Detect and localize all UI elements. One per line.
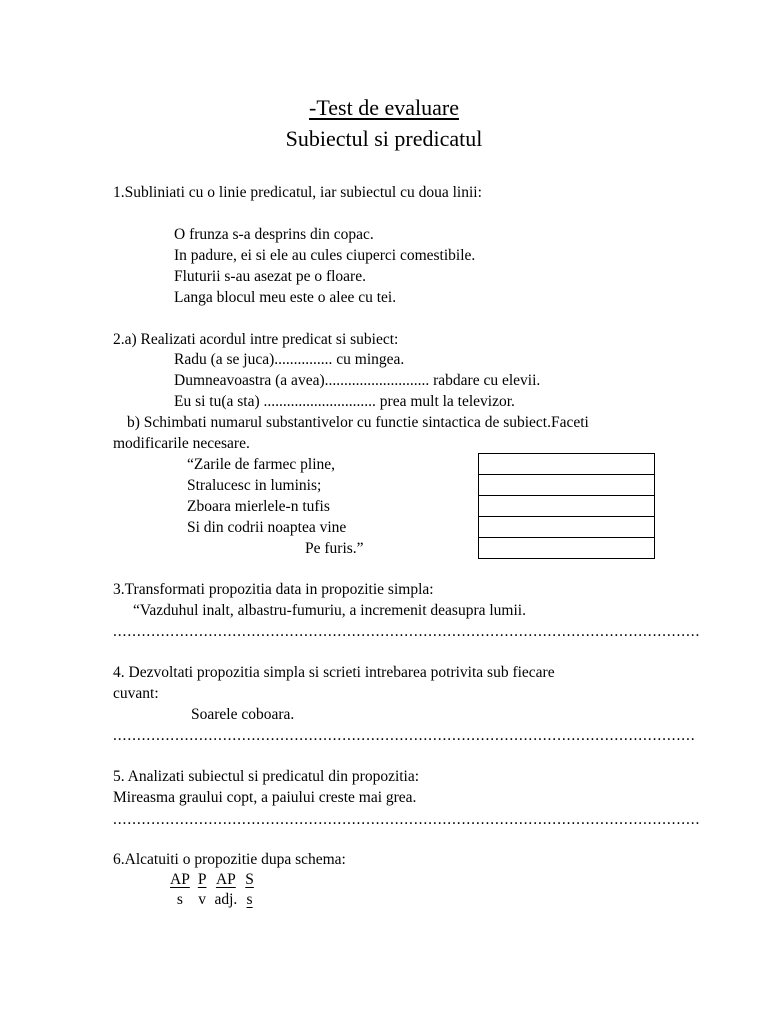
- schema-pos-adj: adj.: [214, 891, 238, 908]
- q5-answer-line[interactable]: ...........................................................................................................................: [113, 811, 701, 828]
- schema-ap-2: AP: [215, 871, 236, 888]
- q1-sentence-3: Fluturii s-au asezat pe o floare.: [174, 268, 366, 285]
- q1-sentence-4: Langa blocul meu este o alee cu tei.: [174, 289, 397, 306]
- q2a-line-3: Eu si tu(a sta) ............................. prea mult la televizor.: [174, 393, 515, 410]
- q1-sentence-1: O frunza s-a desprins din copac.: [174, 226, 374, 243]
- q6-prompt: 6.Alcatuiti o propozitie dupa schema:: [113, 851, 346, 868]
- poem-line-4: Si din codrii noaptea vine: [187, 519, 347, 536]
- poem-line-1: “Zarile de farmec pline,: [187, 456, 336, 473]
- q2b-prompt-line-2: modificarile necesare.: [113, 435, 250, 452]
- q2b-prompt-line-1: b) Schimbati numarul substantivelor cu functie sintactica de subiect.Faceti: [127, 414, 589, 431]
- poem-line-2: Stralucesc in luminis;: [187, 477, 322, 494]
- schema-pos-v: v: [198, 891, 207, 908]
- schema-pos-s-1: s: [176, 891, 183, 908]
- q4-sentence: Soarele coboara.: [191, 706, 295, 723]
- q2a-line-1: Radu (a se juca)............... cu mingea.: [174, 351, 405, 368]
- schema-p: P: [197, 871, 207, 888]
- q2a-line-2: Dumneavoastra (a avea)........................... rabdare cu elevii.: [174, 372, 541, 389]
- q1-sentence-2: In padure, ei si ele au cules ciuperci comestibile.: [174, 247, 476, 264]
- q5-prompt-line-1: 5. Analizati subiectul si predicatul din propozitia:: [113, 768, 420, 785]
- q3-sentence: “Vazduhul inalt, albastru-fumuriu, a incremenit deasupra lumii.: [133, 602, 526, 619]
- answer-box[interactable]: [479, 517, 655, 538]
- q1-prompt: 1.Subliniati cu o linie predicatul, iar subiectul cu doua linii:: [113, 184, 482, 201]
- q3-prompt: 3.Transformati propozitia data in propozitie simpla:: [113, 581, 434, 598]
- q4-prompt-line-1: 4. Dezvoltati propozitia simpla si scrieti intrebarea potrivita sub fiecare: [113, 664, 555, 681]
- test-subtitle: Subiectul si predicatul: [285, 126, 483, 151]
- q4-prompt-line-2: cuvant:: [113, 685, 159, 702]
- q5-prompt-line-2: Mireasma graului copt, a paiului creste mai grea.: [113, 789, 417, 806]
- poem-line-5: Pe furis.”: [305, 540, 364, 557]
- poem-line-3: Zboara mierlele-n tufis: [187, 498, 330, 515]
- answer-boxes: [478, 453, 655, 559]
- answer-box[interactable]: [479, 496, 655, 517]
- sentence-schema: [166, 870, 258, 910]
- answer-box[interactable]: [479, 454, 655, 475]
- schema-s: S: [245, 871, 254, 888]
- answer-box[interactable]: [479, 538, 655, 559]
- answer-box[interactable]: [479, 475, 655, 496]
- schema-pos-s-2: s: [246, 891, 253, 908]
- q4-answer-line[interactable]: ..........................................................................................................................: [113, 727, 696, 744]
- test-title: -Test de evaluare: [309, 95, 459, 120]
- q3-answer-line[interactable]: ...........................................................................................................................: [113, 623, 701, 640]
- q2a-prompt: 2.a) Realizati acordul intre predicat si subiect:: [113, 331, 399, 348]
- schema-ap-1: AP: [170, 871, 190, 888]
